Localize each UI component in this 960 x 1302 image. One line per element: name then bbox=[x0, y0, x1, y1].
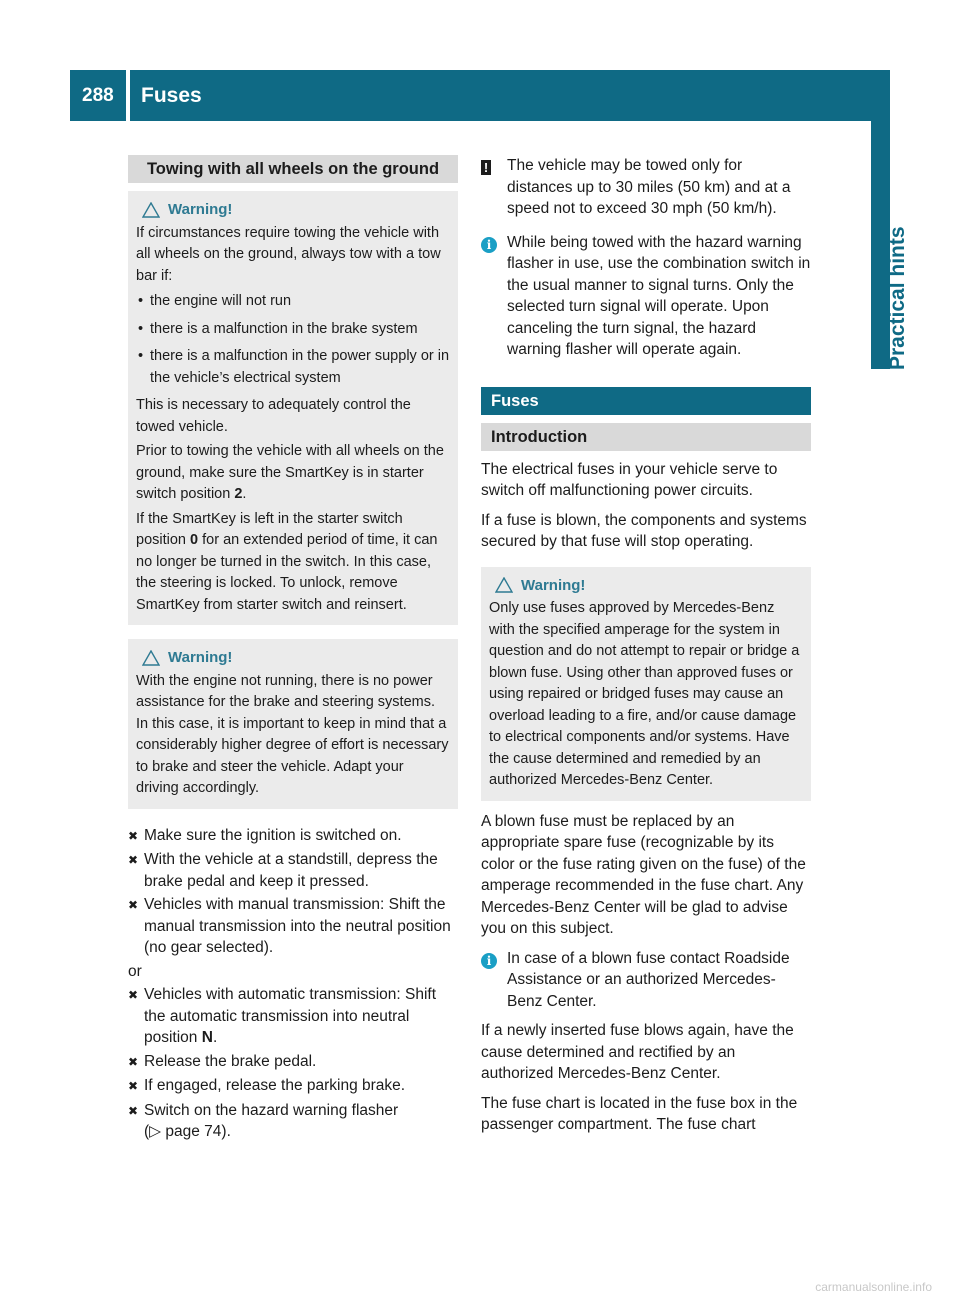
warning-paragraph: Prior to towing the vehicle with all wheels on the ground, make sure the SmartKey is in starter switch position 2. bbox=[136, 443, 444, 502]
warning-triangle-icon bbox=[495, 577, 513, 593]
warning-paragraph: Only use fuses approved by Mercedes-Benz with the specified amperage for the system in question and do not attempt to repair or bridge a blown fuse. Using other than approved fuses or using repaired or bridged fuses may cause an overload leading to a fire, and/or cause damage to electrical components and/or systems. Have the cause determined and remedied by an authorized Mercedes-Benz Center. bbox=[489, 600, 800, 788]
instruction-step: ✖ Vehicles with automatic transmission: Shift the automatic transmission into neutral position N. bbox=[128, 984, 458, 1049]
warning-paragraph: With the engine not running, there is no power assistance for the brake and steering systems. In this case, it is important to keep in mind that a considerably higher degree of effort is necessary to brake and steer the vehicle. Adapt your driving accordingly. bbox=[136, 672, 449, 796]
warning-triangle-icon bbox=[142, 650, 160, 666]
warning-title bbox=[136, 647, 450, 669]
warning-title bbox=[136, 199, 450, 221]
warning-intro: If circumstances require towing the vehicle with all wheels on the ground, always tow with a tow bar if: bbox=[136, 224, 441, 284]
instruction-step: ✖ Release the brake pedal. bbox=[128, 1051, 458, 1074]
page-title: Fuses bbox=[141, 84, 202, 107]
header-divider bbox=[126, 70, 130, 121]
info-icon: i bbox=[481, 237, 497, 253]
instruction-step: ✖ Vehicles with manual transmission: Shift the manual transmission into the neutral position (no gear selected). bbox=[128, 894, 458, 959]
warning-title-text: Warning! bbox=[168, 201, 233, 218]
warning-paragraph: This is necessary to adequately control the towed vehicle. bbox=[136, 397, 411, 435]
list-item: • the engine will not run bbox=[138, 293, 292, 309]
paragraph: The electrical fuses in your vehicle serve to switch off malfunctioning power circuits. bbox=[481, 460, 778, 499]
page-header bbox=[70, 70, 890, 121]
step-arrow-icon: ✖ bbox=[128, 898, 139, 912]
info-note: i While being towed with the hazard warning flasher in use, use the combination switch in the usual manner to signal turns. Only the selected turn signal will operate. Upon canceling the turn signal, the hazard warning flasher will operate again. bbox=[481, 232, 811, 361]
step-arrow-icon: ✖ bbox=[128, 1103, 139, 1118]
page-number: 288 bbox=[82, 85, 114, 106]
paragraph: The fuse chart is located in the fuse box in the passenger compartment. The fuse chart bbox=[481, 1094, 798, 1133]
page-reference-link[interactable]: (▷ page 74). bbox=[144, 1123, 231, 1140]
exclamation-icon: ! bbox=[481, 160, 491, 175]
fuses-heading: Fuses bbox=[481, 387, 811, 415]
step-arrow-icon: ✖ bbox=[128, 1054, 139, 1069]
warning-paragraph: If the SmartKey is left in the starter switch position 0 for an extended period of time, it can no longer be turned in the switch. In this case, the steering is locked. To unlock, remove SmartKey from starter switch and reinsert. bbox=[136, 510, 438, 613]
paragraph: If a fuse is blown, the components and systems secured by that fuse will stop operating. bbox=[481, 511, 807, 550]
warning-title-text: Warning! bbox=[168, 649, 233, 666]
step-arrow-icon: ✖ bbox=[128, 828, 139, 843]
list-item: • there is a malfunction in the brake system bbox=[138, 320, 418, 337]
step-arrow-icon: ✖ bbox=[128, 853, 139, 867]
right-column bbox=[481, 155, 811, 1144]
section-label: Practical hints bbox=[886, 226, 909, 370]
info-icon: i bbox=[481, 953, 497, 969]
instruction-step: ✖ Switch on the hazard warning flasher (▷ page 74). bbox=[128, 1100, 458, 1143]
warning-title bbox=[489, 575, 803, 597]
watermark: carmanualsonline.info bbox=[815, 1280, 932, 1294]
or-separator: or bbox=[128, 962, 142, 980]
paragraph: A blown fuse must be replaced by an appropriate spare fuse (recognizable by its color or the fuse rating given on the fuse) of the amperage recommended in the fuse chart. Any Mercedes-Benz Center will be glad to advise you on this subject. bbox=[481, 812, 806, 937]
left-column bbox=[128, 155, 458, 1145]
info-note: i In case of a blown fuse contact Roadside Assistance or an authorized Mercedes-Benz Center. bbox=[481, 948, 811, 1013]
instruction-step: ✖ Make sure the ignition is switched on. bbox=[128, 825, 458, 848]
instruction-step: ✖ If engaged, release the parking brake. bbox=[128, 1075, 458, 1098]
warning-triangle-icon bbox=[142, 202, 160, 218]
warning-box-towing bbox=[128, 191, 458, 625]
caution-note: ! The vehicle may be towed only for distances up to 30 miles (50 km) and at a speed not to exceed 30 mph (50 km/h). bbox=[481, 155, 811, 220]
section-label-anchor bbox=[886, 226, 909, 371]
list-item: • there is a malfunction in the power supply or in the vehicle’s electrical system bbox=[138, 348, 450, 386]
instruction-step: ✖ With the vehicle at a standstill, depress the brake pedal and keep it pressed. bbox=[128, 849, 458, 892]
warning-box-engine bbox=[128, 639, 458, 809]
paragraph: If a newly inserted fuse blows again, have the cause determined and rectified by an authorized Mercedes-Benz Center. bbox=[481, 1022, 794, 1082]
step-arrow-icon: ✖ bbox=[128, 988, 139, 1002]
warning-title-text: Warning! bbox=[521, 576, 586, 594]
warning-box-fuses bbox=[481, 567, 811, 801]
introduction-heading: Introduction bbox=[481, 423, 811, 451]
step-arrow-icon: ✖ bbox=[128, 1079, 139, 1093]
towing-heading: Towing with all wheels on the ground bbox=[128, 155, 458, 183]
